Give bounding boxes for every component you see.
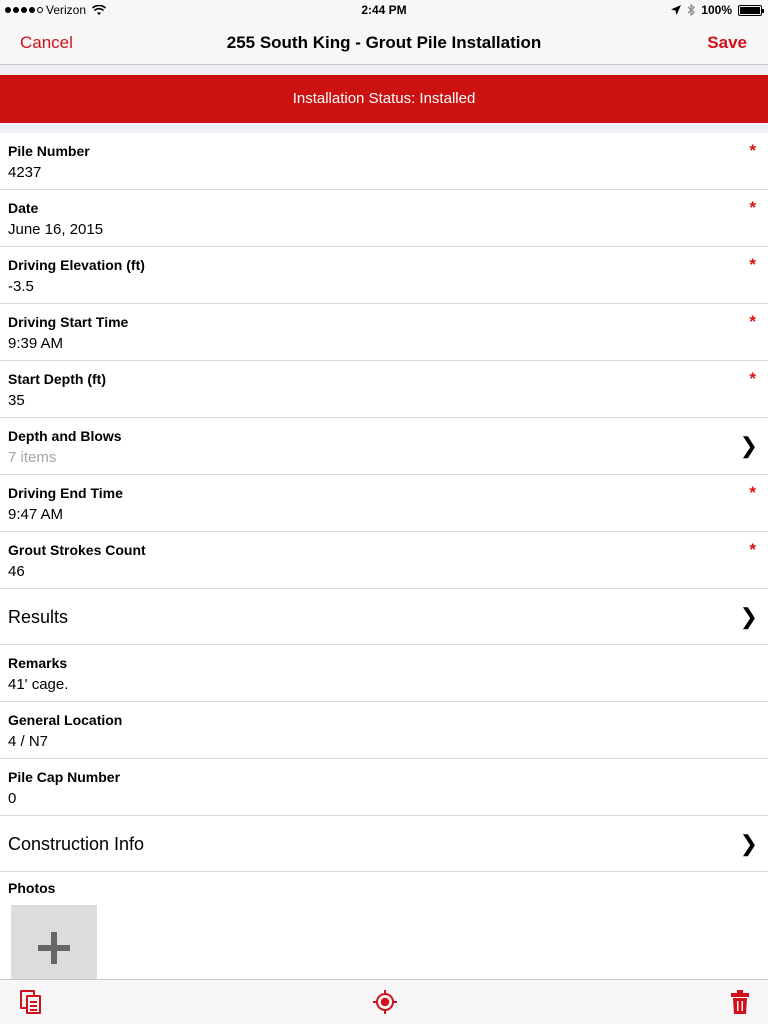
- field-value: 4 / N7: [8, 733, 49, 750]
- status-bar: [0, 0, 768, 20]
- field-value: 0: [8, 790, 17, 807]
- required-indicator: *: [749, 255, 756, 274]
- field-label: Grout Strokes Count: [8, 542, 146, 558]
- photos-section: [0, 872, 768, 979]
- installation-status-banner[interactable]: Installation Status: Installed: [0, 75, 768, 123]
- field-label: Date: [8, 200, 39, 216]
- carrier-name: Verizon: [46, 3, 87, 17]
- battery-icon: [738, 5, 762, 16]
- field-value: -3.5: [8, 278, 34, 295]
- location-arrow-icon: [671, 5, 681, 15]
- battery-percent: 100%: [701, 3, 732, 17]
- chevron-right-icon: ❯: [739, 603, 758, 629]
- section-results[interactable]: [0, 589, 768, 645]
- field-grout-strokes-count[interactable]: [0, 532, 768, 589]
- field-label: General Location: [8, 712, 123, 728]
- section-title: Construction Info: [8, 834, 145, 854]
- field-label: Pile Cap Number: [8, 769, 121, 785]
- required-indicator: *: [749, 141, 756, 160]
- field-driving-elevation[interactable]: [0, 247, 768, 304]
- status-bar-right: [671, 3, 762, 17]
- section-construction-info[interactable]: [0, 816, 768, 872]
- field-depth-and-blows[interactable]: [0, 418, 768, 475]
- chevron-right-icon: ❯: [739, 433, 758, 458]
- add-photo-button[interactable]: [11, 905, 97, 979]
- field-driving-end-time[interactable]: [0, 475, 768, 532]
- field-pile-number[interactable]: [0, 133, 768, 190]
- navigation-bar: [0, 20, 768, 65]
- save-button[interactable]: Save: [707, 33, 747, 52]
- plus-icon: [51, 932, 57, 964]
- pile-form: [0, 133, 768, 979]
- field-label: Driving Start Time: [8, 314, 129, 330]
- field-value: 4237: [8, 164, 42, 181]
- field-label: Driving End Time: [8, 485, 123, 501]
- field-value: June 16, 2015: [8, 221, 104, 238]
- photos-label: Photos: [8, 880, 56, 896]
- field-label: Start Depth (ft): [8, 371, 106, 387]
- field-pile-cap-number[interactable]: [0, 759, 768, 816]
- field-date[interactable]: [0, 190, 768, 247]
- field-label: Driving Elevation (ft): [8, 257, 145, 273]
- field-value: 7 items: [8, 449, 57, 466]
- page-title: 255 South King - Grout Pile Installation: [226, 33, 542, 52]
- field-driving-start-time[interactable]: [0, 304, 768, 361]
- field-general-location[interactable]: [0, 702, 768, 759]
- trash-icon[interactable]: [731, 990, 749, 1014]
- status-bar-time: 2:44 PM: [361, 3, 407, 17]
- field-label: Depth and Blows: [8, 428, 122, 444]
- bottom-toolbar: [0, 979, 768, 1024]
- required-indicator: *: [749, 198, 756, 217]
- required-indicator: *: [749, 540, 756, 559]
- field-label: Remarks: [8, 655, 68, 671]
- section-title: Results: [8, 607, 69, 627]
- required-indicator: *: [749, 369, 756, 388]
- field-remarks[interactable]: [0, 645, 768, 702]
- field-value: 9:39 AM: [8, 335, 64, 352]
- required-indicator: *: [749, 483, 756, 502]
- locate-icon[interactable]: [373, 990, 397, 1014]
- field-value: 41' cage.: [8, 676, 69, 693]
- field-value: 46: [8, 563, 25, 580]
- chevron-right-icon: ❯: [739, 830, 758, 856]
- field-value: 35: [8, 392, 25, 409]
- field-start-depth[interactable]: [0, 361, 768, 418]
- field-value: 9:47 AM: [8, 506, 64, 523]
- bluetooth-icon: [687, 4, 695, 16]
- cancel-button[interactable]: Cancel: [20, 33, 73, 52]
- copy-icon[interactable]: [20, 990, 42, 1014]
- field-label: Pile Number: [8, 143, 90, 159]
- required-indicator: *: [749, 312, 756, 331]
